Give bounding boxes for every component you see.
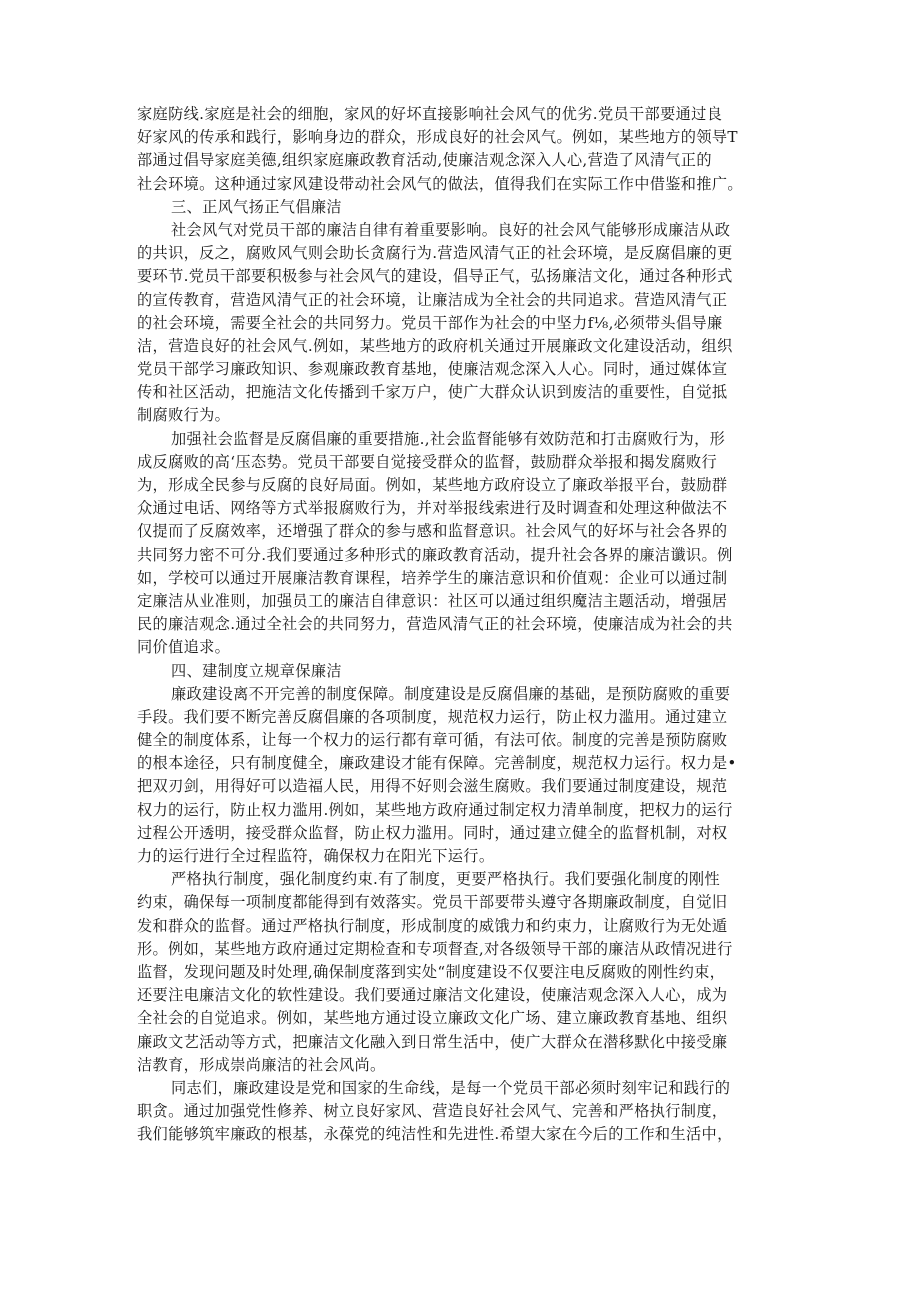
text-line: 社会风气对党员干部的廉洁自律有着重要影响。良好的社会风气能够形成廉洁从政	[171, 220, 731, 239]
text-line: 健全的制度体系，让每一个权力的运行都有章可循，有法可依。制度的完善是预防腐败	[137, 731, 728, 750]
text-line: 的社会环境，需要全社会的共同努力。党员干部作为社会的中坚力f⅛,必须带头倡导廉	[137, 313, 723, 332]
text-line: 洁教育，形成崇尚廉洁的社会风尚。	[137, 1055, 386, 1074]
text-line: 监督，发现问题及时处理,确保制度落到实处“制度建设不仅要注电反腐败的刚性约束，	[137, 962, 726, 981]
text-line: 加强社会监督是反腐倡廉的重要措施.,社会监督能够有效防范和打击腐败行为，形	[171, 429, 726, 448]
section-heading: 三、正风气扬正气倡廉洁	[171, 197, 342, 216]
section-heading: 四、建制度立规章保廉洁	[171, 661, 342, 680]
text-line: 全社会的自觉追求。例如，某些地方通过设立廉政文化广场、建立廉政教育基地、组织	[137, 1009, 728, 1028]
text-line: 洁，营造良好的社会风气.例如，某些地方的政府机关通过开展廉政文化建设活动，组织	[137, 336, 733, 355]
text-line: 职贪。通过加强党性修养、树立良好家风、营造良好社会风气、完善和严格执行制度，	[137, 1102, 728, 1121]
text-line: 同价值追求。	[137, 638, 231, 657]
text-line: 为，形成全民参与反腐的良好局面。例如，某些地方政府设立了廉政举报平台，鼓励群	[137, 476, 728, 494]
text-line: 要环节.党员干部要积极参与社会风气的建设，倡导正气，弘扬廉洁文化，通过各种形式	[137, 267, 733, 286]
text-line: 权力的运行，防止权力滥用.例如，某些地方政府通过制定权力清单制度，把权力的运行	[137, 800, 733, 819]
text-line: 约束，确保每一项制度都能得到有效落实。党员干部要带头遵守各期廉政制度，自觉旧	[137, 893, 728, 912]
text-line: 家庭防线.家庭是社会的细胞，家风的好坏直接影响社会风气的优劣.党员干部要通过良	[137, 105, 723, 123]
text-line: 严格执行制度，强化制度约束.有了制度，更要严格执行。我们要强化制度的刚性	[171, 870, 720, 889]
text-line: 民的廉洁观念.通过全社会的共同努力，营造风清气正的社会环境，使廉洁成为社会的共	[137, 615, 733, 634]
text-line: 好家风的传承和践行，影响身边的群众，形成良好的社会风气。例如，某些地方的领导T	[137, 128, 738, 147]
text-line: 成反腐败的高‘压态势。党员干部要自觉接受群众的监督，鼓励群众举报和揭发腐败行	[137, 452, 718, 471]
text-line: 制腐败行为。	[137, 406, 231, 425]
text-line: 众通过电话、网络等方式举报腐败行为，并对举报线索进行及时调查和处理这种做法不	[137, 499, 728, 518]
text-line: 的根本途径，只有制度健全，廉政建设才能有保障。完善制度，规范权力运行。权力是•	[137, 754, 737, 773]
text-line: 还要注电廉洁文化的软性建设。我们要通过廉洁文化建设，使廉洁观念深入人心，成为	[137, 986, 728, 1005]
text-line: 发和群众的监督。通过严格执行制度，形成制度的威饿力和约束力，让腐败行为无处遁	[137, 916, 728, 935]
text-line: 共同努力密不可分.我们要通过多种形式的廉政教育活动，提升社会各界的廉洁谶识。例	[137, 545, 733, 564]
text-line: 社会环境。这种通过家风建设带动社会风气的做法，值得我们在实际工作中借鉴和推广。	[137, 174, 743, 193]
text-line: 传和社区活动，把施洁文化传播到千家万户，使广大群众认识到废洁的重要性，自觉抵	[137, 383, 728, 402]
text-line: 的宣传教育，营造风清气正的社会环境，让廉洁成为全社会的共同追求。营造风清气正	[137, 290, 728, 309]
text-line: 力的运行进行全过程监符，确保权力在阳光下运行。	[137, 847, 495, 865]
text-line: 廉政文艺活动等方式，把廉洁文化融入到日常生活中，使广大群众在潜移默化中接受廉	[137, 1032, 728, 1051]
text-line: 手段。我们要不断完善反腐倡廉的各项制度，规范权力运行，防止权力滥用。通过建立	[137, 707, 728, 726]
text-line: 党员干部学习廉政知识、参观廉政教育基地，使廉洁观念深入人心。同时，通过媒体宣	[137, 360, 728, 379]
text-line: 形。例如，某些地方政府通过定期检查和专项督查,对各级领导干部的廉洁从政情况进行	[137, 939, 733, 958]
text-line: 部通过倡导家庭美德,组织家庭廉政教育活动,使廉洁观念深入人心,营造了风清气正的	[137, 151, 712, 170]
text-line: 如，学校可以通过开展廉洁教育课程，培养学生的廉洁意识和价值观：企业可以通过制	[137, 568, 728, 587]
text-line: 同志们，廉政建设是党和国家的生命线，是每一个党员干部必须时刻牢记和践行的	[171, 1078, 731, 1097]
text-line: 仅提而了反腐效率，还增强了群众的参与感和监督意识。社会风气的好坏与社会各界的	[137, 522, 728, 541]
text-line: 廉政建设离不开完善的制度保障。制度建设是反腐倡廉的基础，是预防腐败的重要	[171, 684, 731, 703]
text-line: 定廉洁从业准则，加强员工的廉洁自律意识：社区可以通过组织魔洁主题活动，增强居	[137, 591, 728, 610]
text-line: 把双刃剑，用得好可以造福人民，用得不好则会滋生腐败。我们要通过制度建设，规范	[137, 777, 728, 796]
text-line: 我们能够筑牢廉政的根基，永葆党的纯洁性和先进性.希望大家在今后的工作和生活中，	[137, 1125, 733, 1144]
document-page	[137, 103, 785, 1146]
text-line: 的共识，反之，腐败风气则会助长贪腐行为.营造风清气正的社会环境，是反腐倡廉的更	[137, 244, 733, 263]
text-line: 过程公开透明，接受群众监督，防止权力滥用。同时，通过建立健全的监督机制，对权	[137, 823, 728, 842]
